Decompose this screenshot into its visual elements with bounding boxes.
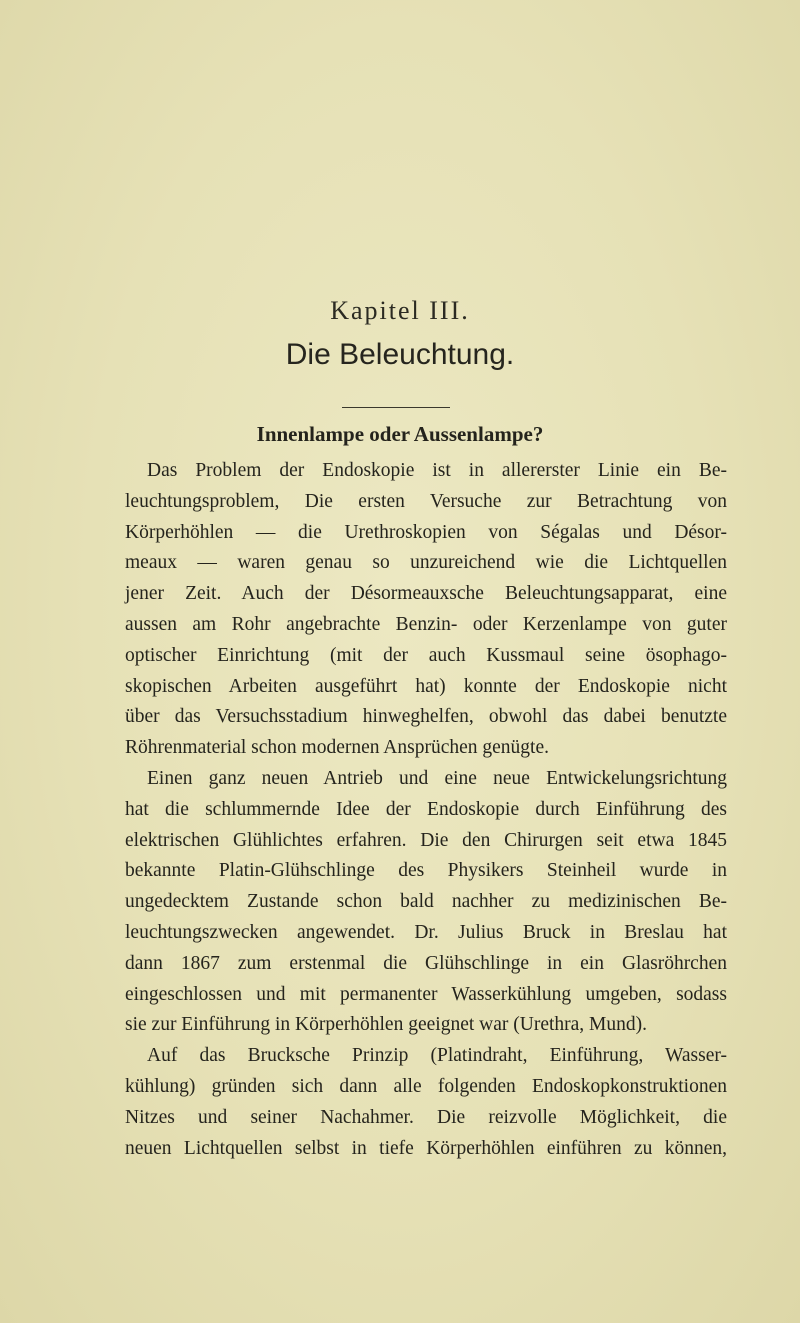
text-line: über das Versuchsstadium hinweghelfen, obwohl das dabei benutzte [125, 706, 727, 728]
text-line: bekannte Platin-Glühschlinge des Physikers Steinheil wurde in [125, 860, 727, 882]
chapter-title: Die Beleuchtung. [285, 338, 515, 371]
text-line: dann 1867 zum erstenmal die Glühschlinge in ein Glasröhrchen [125, 952, 727, 974]
body-text [125, 456, 727, 1164]
text-line: skopischen Arbeiten ausgeführt hat) konnte der Endoskopie nicht [125, 675, 727, 697]
text-line: aussen am Rohr angebrachte Benzin- oder Kerzenlampe von guter [125, 613, 727, 635]
text-line: Röhrenmaterial schon modernen Ansprüchen genügte. [125, 737, 550, 759]
text-line: neuen Lichtquellen selbst in tiefe Körperhöhlen einführen zu können, [125, 1137, 727, 1159]
text-line: eingeschlossen und mit permanenter Wasserkühlung umgeben, sodass [125, 983, 727, 1005]
text-line: Auf das Brucksche Prinzip (Platindraht, Einführung, Wasser- [147, 1045, 727, 1067]
chapter-label: Kapitel III. [330, 296, 470, 325]
section-heading: Innenlampe oder Aussenlampe? [256, 422, 544, 446]
text-line: leuchtungszwecken angewendet. Dr. Julius Bruck in Breslau hat [125, 921, 727, 943]
text-line: Das Problem der Endoskopie ist in allererster Linie ein Be- [147, 460, 727, 481]
title-divider [342, 407, 450, 408]
text-line: leuchtungsproblem, Die ersten Versuche zur Betrachtung von [125, 490, 727, 512]
text-line: ungedecktem Zustande schon bald nachher zu medizinischen Be- [125, 891, 727, 913]
text-line: hat die schlummernde Idee der Endoskopie durch Einführung des [125, 798, 727, 820]
text-line: Einen ganz neuen Antrieb und eine neue Entwickelungsrichtung [147, 767, 727, 789]
text-line: elektrischen Glühlichtes erfahren. Die den Chirurgen seit etwa 1845 [125, 829, 727, 851]
text-line: sie zur Einführung in Körperhöhlen geeignet war (Urethra, Mund). [125, 1014, 647, 1036]
text-line: kühlung) gründen sich dann alle folgenden Endoskopkonstruktionen [125, 1075, 727, 1097]
text-line: Körperhöhlen — die Urethroskopien von Ségalas und Désor- [125, 521, 727, 543]
text-line: optischer Einrichtung (mit der auch Kussmaul seine ösophago- [125, 644, 727, 666]
text-line: jener Zeit. Auch der Désormeauxsche Beleuchtungsapparat, eine [125, 583, 727, 605]
text-line: Nitzes und seiner Nachahmer. Die reizvolle Möglichkeit, die [125, 1106, 727, 1128]
text-line: meaux — waren genau so unzureichend wie die Lichtquellen [125, 552, 727, 574]
